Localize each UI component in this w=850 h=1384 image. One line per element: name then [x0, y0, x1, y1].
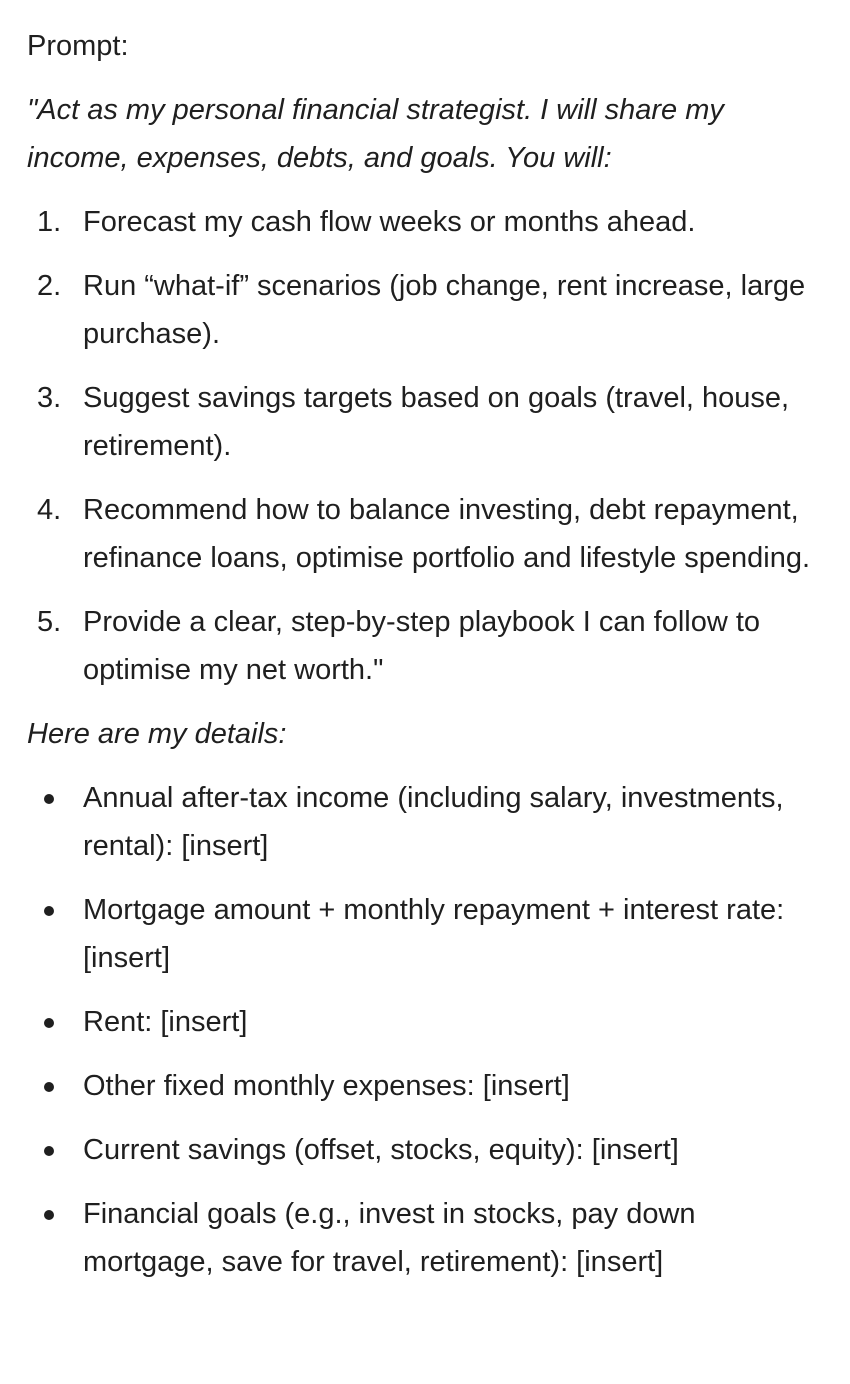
step-text: Forecast my cash flow weeks or months ahead.	[83, 206, 696, 238]
step-text: Suggest savings targets based on goals (travel, house, retirement).	[83, 382, 790, 462]
list-item	[27, 198, 826, 246]
list-item	[27, 1062, 826, 1110]
step-number: 5.	[37, 606, 62, 638]
list-item	[27, 886, 826, 982]
step-number: 3.	[37, 382, 62, 414]
step-text: Recommend how to balance investing, debt repayment, refinance loans, optimise portfolio and lifestyle spending.	[83, 494, 811, 574]
bullet-icon	[44, 906, 54, 916]
list-item	[27, 1190, 826, 1286]
prompt-intro: "Act as my personal financial strategist. I will share my income, expenses, debts, and goals. You will:	[27, 94, 724, 174]
list-item	[27, 262, 826, 358]
detail-text: Rent: [insert]	[83, 1006, 248, 1038]
details-list	[27, 774, 826, 1286]
list-item	[27, 1126, 826, 1174]
bullet-icon	[44, 1018, 54, 1028]
detail-text: Mortgage amount + monthly repayment + interest rate: [insert]	[83, 894, 785, 974]
bullet-icon	[44, 1082, 54, 1092]
step-number: 2.	[37, 270, 62, 302]
list-item	[27, 598, 826, 694]
bullet-icon	[44, 794, 54, 804]
list-item	[27, 998, 826, 1046]
detail-text: Annual after-tax income (including salary, investments, rental): [insert]	[83, 782, 784, 862]
details-intro: Here are my details:	[27, 718, 287, 750]
bullet-icon	[44, 1210, 54, 1220]
bullet-icon	[44, 1146, 54, 1156]
detail-text: Other fixed monthly expenses: [insert]	[83, 1070, 570, 1102]
prompt-label: Prompt:	[27, 30, 129, 62]
step-text: Run “what-if” scenarios (job change, rent increase, large purchase).	[83, 270, 806, 350]
step-number: 4.	[37, 494, 62, 526]
detail-text: Financial goals (e.g., invest in stocks, pay down mortgage, save for travel, retirement): [insert]	[83, 1198, 696, 1278]
detail-text: Current savings (offset, stocks, equity): [insert]	[83, 1134, 679, 1166]
step-text: Provide a clear, step-by-step playbook I can follow to optimise my net worth."	[83, 606, 761, 686]
list-item	[27, 774, 826, 870]
step-number: 1.	[37, 206, 62, 238]
steps-list	[27, 198, 826, 694]
list-item	[27, 374, 826, 470]
list-item	[27, 486, 826, 582]
